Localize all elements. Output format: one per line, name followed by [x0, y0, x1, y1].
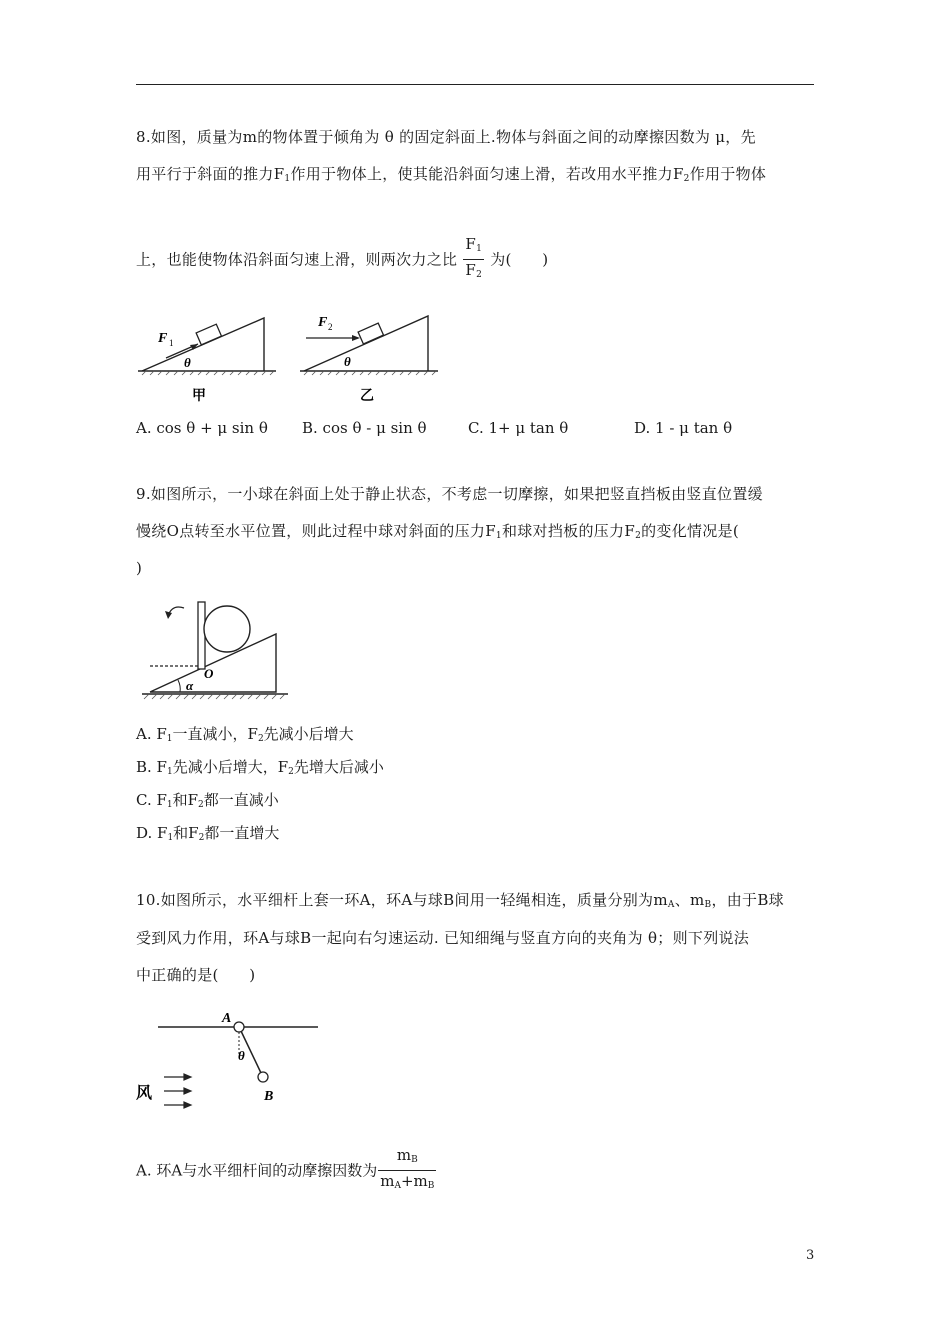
figure-caption-yi: 乙: [360, 388, 374, 404]
q9-option-b: B. $F_1$先减小后增大，$F_2$先增大后减小: [136, 758, 384, 777]
figure-caption-jia: 甲: [192, 388, 206, 404]
header-rule: [136, 84, 814, 85]
incline-figure-yi: [298, 308, 443, 408]
theta-label: θ: [184, 355, 191, 370]
f2-label: F: [318, 315, 328, 330]
ring-a-label: A: [222, 1011, 232, 1026]
ring-rod-figure: [134, 1006, 324, 1111]
pivot-o-label: O: [204, 666, 214, 681]
incline-figure-jia: [136, 308, 281, 408]
q10-line1: 10.如图所示，水平细杆上套一环A，环A与球B间用一轻绳相连，质量分别为$m_A$、$m_B$，由于B球: [136, 891, 784, 910]
q9-line1: 9.如图所示，一小球在斜面上处于静止状态，不考虑一切摩擦，如果把竖直挡板由竖直位置缓: [136, 485, 763, 503]
alpha-label: α: [186, 678, 194, 693]
q9-line2: 慢绕O点转至水平位置，则此过程中球对斜面的压力$F_1$和球对挡板的压力$F_2$的变化情况是(: [136, 522, 740, 541]
q10-line2: 受到风力作用，环A与球B一起向右匀速运动. 已知细绳与竖直方向的夹角为 θ；则下列说法: [136, 929, 750, 947]
q9-option-d: D. $F_1$和$F_2$都一直增大: [136, 824, 280, 843]
q9-option-a: A. $F_1$一直减小，$F_2$先减小后增大: [136, 725, 354, 744]
f1-label: F: [158, 331, 168, 346]
wind-arrows: [164, 1074, 191, 1108]
q8-option-a: A. cos θ + μ sin θ: [136, 419, 268, 437]
q8-option-c: C. 1+ μ tan θ: [468, 419, 569, 437]
q8-option-b: B. cos θ - μ sin θ: [302, 419, 427, 437]
theta-label: θ: [238, 1048, 245, 1063]
ball-b-label: B: [264, 1089, 274, 1104]
q8-line2: 用平行于斜面的推力$F_1$作用于物体上，使其能沿斜面匀速上滑，若改用水平推力$F_2$作用于物体: [136, 165, 767, 184]
svg-text:1: 1: [169, 338, 174, 348]
q8-option-d: D. 1 - μ tan θ: [634, 419, 733, 437]
q10-line3: 中正确的是( ): [136, 966, 256, 984]
q8-line1: 8.如图，质量为m的物体置于倾角为 θ 的固定斜面上.物体与斜面之间的动摩擦因数为 μ，先: [136, 128, 756, 146]
wind-label: 风: [136, 1083, 153, 1102]
svg-text:2: 2: [328, 322, 333, 332]
ball-incline-figure: [140, 596, 295, 711]
svg-text:θ: θ: [344, 354, 351, 369]
friction-fraction: $\frac{m_B}{m_A+m_B}$: [380, 1146, 435, 1191]
q8-line3: 上，也能使物体沿斜面匀速上滑，则两次力之比 $\frac{F_1}{F_2}$ 为( ): [136, 234, 548, 285]
q10-option-a: A. 环A与水平细杆间的动摩擦因数为 $\frac{m_B}{m_A+m_B}$: [136, 1145, 437, 1196]
q9-option-c: C. $F_1$和$F_2$都一直减小: [136, 791, 279, 810]
ratio-fraction: $\frac{F_1}{F_2}$: [465, 235, 483, 280]
page-number: 3: [806, 1248, 815, 1263]
q9-line3: ): [136, 559, 143, 577]
